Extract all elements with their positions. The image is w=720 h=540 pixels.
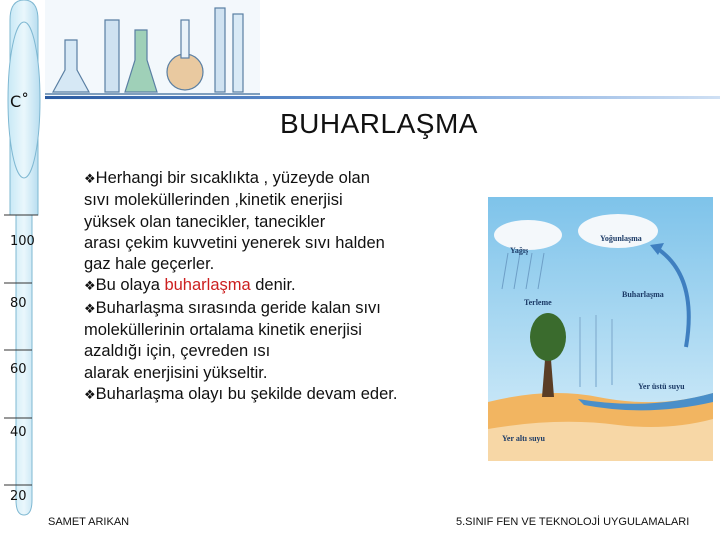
label-surface-water: Yer üstü suyu xyxy=(638,382,685,391)
scale-label-20: 20 xyxy=(10,489,27,504)
label-groundwater: Yer altı suyu xyxy=(502,434,545,443)
text-run: Bu olaya xyxy=(95,276,165,295)
text-line: arası çekim kuvvetini yenerek sıvı halden xyxy=(84,233,385,252)
scale-label-100: 100 xyxy=(10,234,35,249)
text-line: alarak enerjisini yükseltir. xyxy=(84,363,268,382)
header-rule xyxy=(45,96,720,99)
temperature-unit: C˚ xyxy=(10,92,30,111)
text-line: sıvı moleküllerinden ,kinetik enerjisi xyxy=(84,191,343,210)
paragraph-2 xyxy=(84,275,504,297)
text-run: denir. xyxy=(250,276,296,295)
lab-glassware-image xyxy=(45,0,260,100)
label-evaporation: Buharlaşma xyxy=(622,290,664,299)
bullet-icon: ❖ xyxy=(84,387,96,403)
scale-label-80: 80 xyxy=(10,296,27,311)
highlight-term: buharlaşma xyxy=(164,276,251,295)
text-line: moleküllerinin ortalama kinetik enerjisi xyxy=(84,321,362,340)
paragraph-4 xyxy=(84,384,504,406)
text-line: Buharlaşma olayı bu şekilde devam eder. xyxy=(95,384,398,403)
label-transpiration: Terleme xyxy=(524,298,552,307)
text-line: Buharlaşma sırasında geride kalan sıvı xyxy=(95,298,381,317)
text-line: gaz hale geçerler. xyxy=(84,255,215,274)
paragraph-3 xyxy=(84,298,504,384)
text-line: yüksek olan tanecikler, tanecikler xyxy=(84,212,326,231)
scale-label-60: 60 xyxy=(10,362,27,377)
label-condensation: Yoğunlaşma xyxy=(600,234,642,243)
tree-crown xyxy=(530,313,566,361)
body-text xyxy=(84,168,504,406)
bullet-icon: ❖ xyxy=(84,172,96,187)
paragraph-1 xyxy=(84,168,504,275)
slide-title: BUHARLAŞMA xyxy=(280,108,478,139)
text-line: Herhangi bir sıcaklıkta , yüzeyde olan xyxy=(95,169,370,187)
bullet-icon: ❖ xyxy=(84,279,96,295)
footer-author: SAMET ARIKAN xyxy=(48,516,130,528)
water-cycle-diagram xyxy=(488,197,713,461)
text-line: azaldığı için, çevreden ısı xyxy=(84,342,271,361)
footer-course: 5.SINIF FEN VE TEKNOLOJİ UYGULAMALARI xyxy=(456,516,690,528)
label-rain: Yağış xyxy=(510,246,529,255)
bullet-icon: ❖ xyxy=(84,301,96,317)
scale-label-40: 40 xyxy=(10,425,27,440)
